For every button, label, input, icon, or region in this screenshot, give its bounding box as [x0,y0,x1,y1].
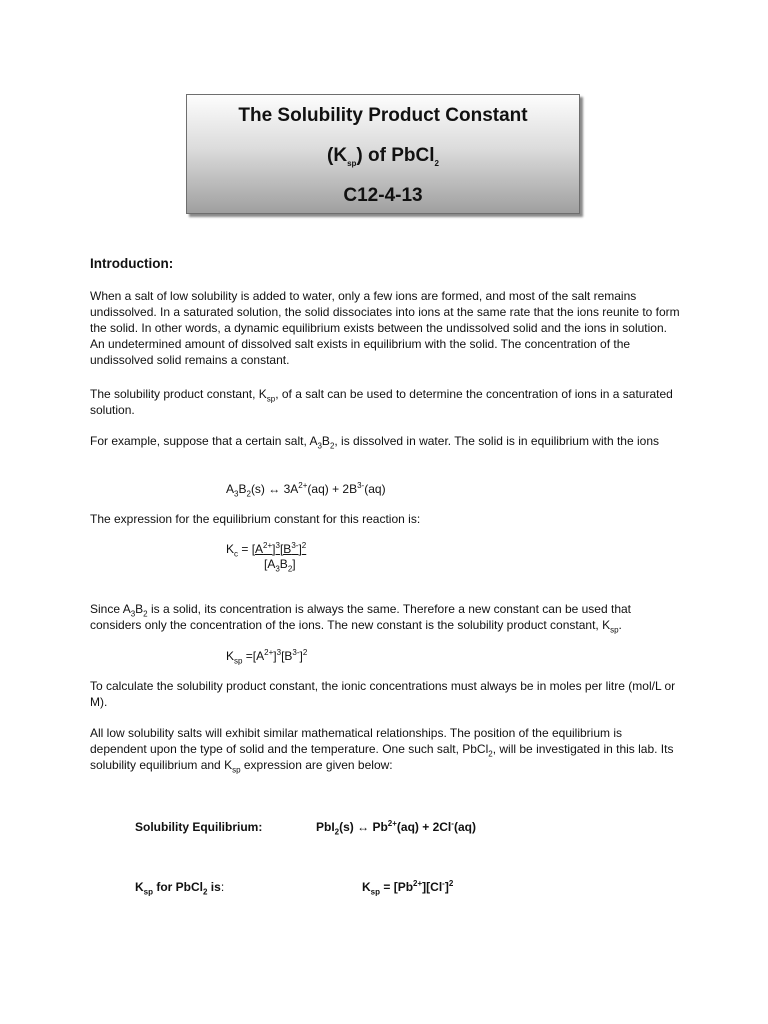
paragraph-units: To calculate the solubility product constant, the ionic concentrations must always be in moles per litre (mol/L or M). [90,679,676,709]
equation-ksp: $K_{sp} =[A^{2+}]^3[B^{3-}]^2$ [226,648,308,666]
title-line-1: The Solubility Product Constant [238,105,528,126]
title-line-3: C12-4-13 [343,185,423,206]
solubility-equilibrium-equation: PbI$_2$(s) ↔ $Pb^{2+}(aq) + 2Cl^-(aq)$ [316,819,476,837]
paragraph-example: For example, suppose that a certain salt, $A_3B_2$, is dissolved in water. The solid is in equilibrium with the ions [90,434,659,451]
equation-kc: $K_c = [A^{2+}]^3[B^{3-}]^2$ [226,541,307,559]
equation-kc-denominator: $[A_3B_2]$ [264,557,296,574]
paragraph-pbcl2: All low solubility salts will exhibit similar mathematical relationships. The position of the equilibrium is dependent upon the type of solid and the temperature. One such salt, PbCl$_2$, will be investigated in this lab. Its solubility equilibrium and $K_{sp}$ expression are given below: [90,726,674,775]
equation-dissociation: $A_3B_2(s)$ ↔ $3A^{2+}(aq) + 2B^{3-}(aq)$ [226,481,386,499]
title-line-2: $(K_{sp})$ of PbCl$_2$ [327,145,439,168]
ksp-pbcl2-equation: $K_{sp} = [Pb^{2+}][Cl^-]^2$ [362,879,454,897]
paragraph-expression-intro: The expression for the equilibrium constant for this reaction is: [90,512,421,526]
introduction-heading: Introduction: [90,256,174,271]
paragraph-intro: When a salt of low solubility is added to water, only a few ions are formed, and most of the salt remains undissolved. In a saturated solution, the solid dissociates into ions at the same rate that the ions reunite to form the solid. In other words, a dynamic equilibrium exists between the undissolved solid and the ions in solution. An undetermined amount of dissolved salt exists in equilibrium with the solid. The concentration of the undissolved solid remains a constant. [90,289,680,367]
ksp-pbcl2-label: $K_{sp}$ for PbCl$_2$ is: [135,880,225,897]
paragraph-solid-constant: Since $A_3B_2$ is a solid, its concentration is always the same. Therefore a new constant can be used that considers only the concentration of the ions. The new constant is the solubility product constant, $K_{sp}$. [90,602,631,635]
title-box [186,94,580,214]
paragraph-ksp-definition: The solubility product constant, $K_{sp}$, of a salt can be used to determine the concentration of ions in a saturated solution. [90,387,673,417]
solubility-equilibrium-label: Solubility Equilibrium: [135,820,263,834]
